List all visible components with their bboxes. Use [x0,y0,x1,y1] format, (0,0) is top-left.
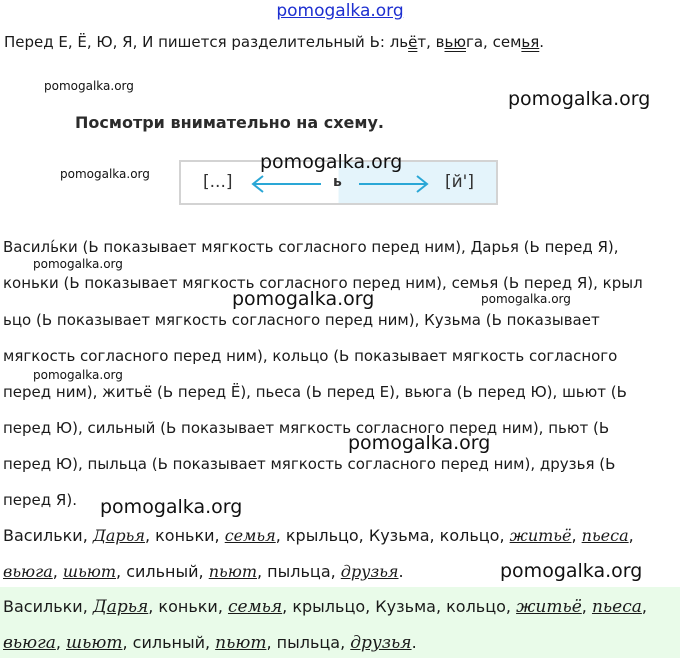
paragraph-line: перед Ю), пыльца (Ь показывает мягкость согласного перед ним), друзья (Ь [3,455,616,473]
answer-box-line-2: вьюга, шьют, сильный, пьют, пыльца, друзья. [3,633,417,653]
watermark: pomogalka.org [481,292,571,306]
watermark: pomogalka.org [44,79,134,93]
word-2: вьюга [435,33,484,51]
scheme-title: Посмотри внимательно на схему. [75,113,384,132]
word-1: льёт [389,33,427,51]
paragraph-line: коньки (Ь показывает мягкость согласного перед ним), семья (Ь перед Я), крыл [3,274,643,292]
rule-text: Перед Е, Ё, Ю, Я, И пишется разделительный Ь: льёт, вьюга, семья. [4,33,545,51]
paragraph-line: перед ним), житьё (Ь перед Ё), пьеса (Ь перед Е), вьюга (Ь перед Ю), шьют (Ь [3,383,627,401]
paragraph-line: перед Я). [3,491,77,509]
rule-prefix: Перед Е, Ё, Ю, Я, И пишется разделительный Ь: [4,33,390,51]
watermark: pomogalka.org [260,151,403,173]
answer-line-1: Васильки, Дарья, коньки, семья, крыльцо, Кузьма, кольцо, житьё, пьеса, [3,526,634,545]
paragraph-line: Василь́ки (Ь показывает мягкость согласного перед ним), Дарья (Ь перед Я), [3,238,619,256]
scheme-left: [...] [203,172,233,192]
paragraph-line: ьцо (Ь показывает мягкость согласного перед ним), Кузьма (Ь показывает [3,311,600,329]
paragraph-line: мягкость согласного перед ним), кольцо (Ь показывает мягкость согласного [3,347,618,365]
watermark: pomogalka.org [500,560,643,582]
watermark: pomogalka.org [60,167,150,181]
watermark: pomogalka.org [232,288,375,310]
watermark: pomogalka.org [100,496,243,518]
watermark: pomogalka.org [348,432,491,454]
scheme-middle: ь [333,174,342,190]
watermark: pomogalka.org [33,257,123,271]
paragraph-line: перед Ю), сильный (Ь показывает мягкость согласного перед ним), пьют (Ь [3,419,610,437]
scheme-right: [й'] [445,172,474,192]
watermark: pomogalka.org [508,88,651,110]
answer-line-2: вьюга, шьют, сильный, пьют, пыльца, друзья. [3,562,404,581]
watermark: pomogalka.org [33,368,123,382]
word-3: семья. [492,33,545,51]
site-link[interactable]: pomogalka.org [276,1,404,21]
answer-box-line-1: Васильки, Дарья, коньки, семья, крыльцо, Кузьма, кольцо, житьё, пьеса, [3,597,647,617]
